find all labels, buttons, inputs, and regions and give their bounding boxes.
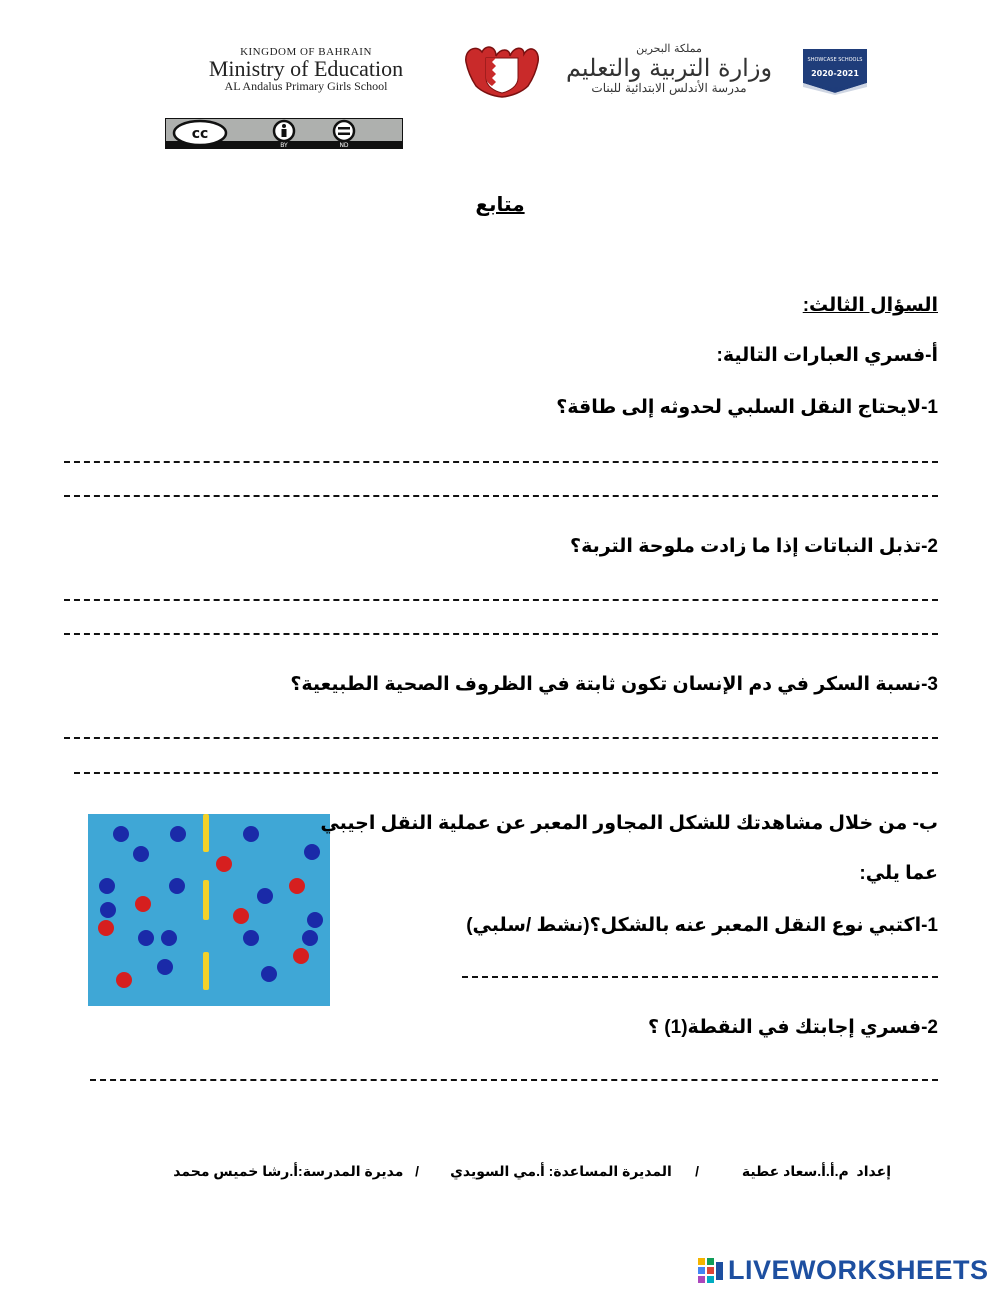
answer-line <box>462 976 938 978</box>
blue-particle <box>170 826 186 842</box>
school-label-ar: مدرسة الأندلس الابتدائية للبنات <box>591 81 747 95</box>
part-b-item-2: 2-فسري إجابتك في النقطة(1) ؟ <box>648 1017 938 1038</box>
license-by: BY <box>280 142 288 148</box>
license-nd: ND <box>339 142 349 148</box>
blue-particle <box>257 888 273 904</box>
question-item-2: 2-تذبل النباتات إذا ما زادت ملوحة التربة؟ <box>570 536 938 557</box>
blue-particle <box>113 826 129 842</box>
transport-diagram <box>88 814 330 1006</box>
liveworksheets-logo-icon <box>698 1258 724 1284</box>
answer-line <box>64 633 938 635</box>
question-item-1: 1-لايحتاج النقل السلبي لحدوثه إلى طاقة؟ <box>556 397 938 418</box>
red-particle <box>216 856 232 872</box>
blue-particle <box>261 966 277 982</box>
blue-particle <box>138 930 154 946</box>
red-particle <box>233 908 249 924</box>
cc-icon <box>174 121 226 145</box>
part-a-label: أ-فسري العبارات التالية: <box>716 345 938 366</box>
answer-line <box>90 1079 938 1081</box>
red-particle <box>289 878 305 894</box>
liveworksheets-watermark[interactable]: LIVEWORKSHEETS <box>728 1255 989 1285</box>
ministry-header-english <box>150 46 462 92</box>
svg-text:cc: cc <box>191 126 209 142</box>
no-derivatives-icon <box>334 121 354 141</box>
kingdom-label-ar: مملكة البحرين <box>636 42 702 55</box>
cc-license-badge <box>165 118 403 149</box>
blue-particle <box>304 844 320 860</box>
ministry-label-en: Ministry of Education <box>208 56 404 81</box>
answer-line <box>64 461 938 463</box>
blue-particle <box>243 826 259 842</box>
membrane-segment <box>203 880 209 920</box>
part-b-item-1: 1-اكتبي نوع النقل المعبر عنه بالشكل؟(نشط /سلبي) <box>466 915 938 936</box>
question-item-3: 3-نسبة السكر في دم الإنسان تكون ثابتة في الظروف الصحية الطبيعية؟ <box>290 674 938 695</box>
red-particle <box>135 896 151 912</box>
blue-particle <box>169 878 185 894</box>
blue-particle <box>161 930 177 946</box>
red-particle <box>293 948 309 964</box>
blue-particle <box>243 930 259 946</box>
badge-line1: SHOWCASE SCHOOLS <box>807 57 863 63</box>
blue-particle <box>157 959 173 975</box>
question-heading: السؤال الثالث: <box>802 295 938 316</box>
red-particle <box>98 920 114 936</box>
ministry-label-ar: وزارة التربية والتعليم <box>565 54 773 82</box>
blue-particle <box>99 878 115 894</box>
blue-particle <box>100 902 116 918</box>
blue-particle <box>302 930 318 946</box>
kingdom-label-en: KINGDOM OF BAHRAIN <box>240 46 372 58</box>
footer-credits: إعداد م.أ.أ.سعاد عطية / المديرة المساعدة: أ.مي السويدي / مديرة المدرسة:أ.رشا خميس محمد <box>173 1163 891 1179</box>
blue-particle <box>133 846 149 862</box>
bahrain-emblem-icon <box>462 42 542 98</box>
part-b-prompt-line1: ب- من خلال مشاهدتك للشكل المجاور المعبر عن عملية النقل اجيبي <box>320 813 938 834</box>
attribution-icon <box>274 121 294 141</box>
membrane-segment <box>203 814 209 852</box>
badge-brand: Microsoft <box>825 86 845 91</box>
badge-years: 2020-2021 <box>811 69 859 78</box>
blue-particle <box>307 912 323 928</box>
membrane-segment <box>203 952 209 990</box>
answer-line <box>74 772 938 774</box>
answer-line <box>64 495 938 497</box>
page-title: متابع <box>475 194 525 216</box>
school-label-en: AL Andalus Primary Girls School <box>224 79 388 93</box>
showcase-school-badge-icon <box>799 45 871 95</box>
part-b-prompt-line2: عما يلي: <box>859 863 938 884</box>
red-particle <box>116 972 132 988</box>
answer-line <box>64 737 938 739</box>
answer-line <box>64 599 938 601</box>
ministry-header-arabic <box>540 42 798 95</box>
